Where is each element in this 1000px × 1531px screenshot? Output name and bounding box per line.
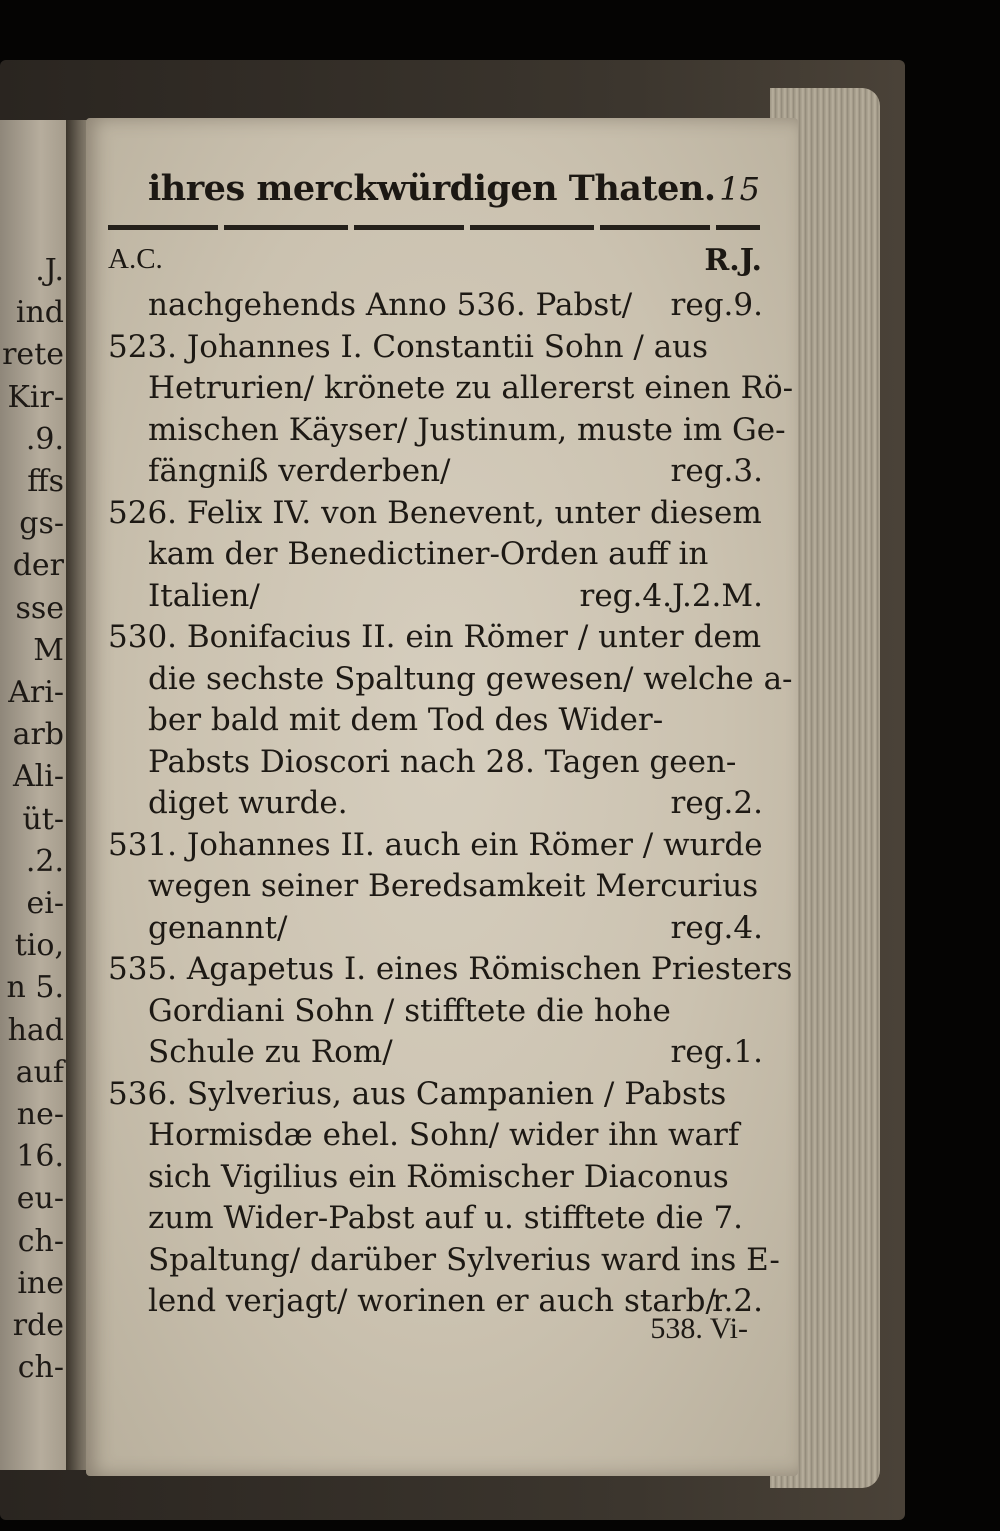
line-text: kam der Benedictiner-Orden auff in (148, 536, 709, 572)
line-text: zum Wider-Pabst auf u. stifftete die 7. (148, 1200, 744, 1236)
line-text: 535. Agapetus I. eines Römischen Priesters (108, 951, 793, 987)
line-text: 536. Sylverius, aus Campanien / Pabsts (108, 1075, 727, 1112)
line-text: Schule zu Rom/ (148, 1034, 393, 1070)
text-line (108, 742, 763, 784)
text-line (108, 949, 793, 991)
text-line (108, 1198, 763, 1240)
text-line (108, 866, 763, 908)
line-text: 531. Johannes II. auch ein Römer / wurde (108, 826, 763, 863)
left-page (0, 120, 68, 1470)
line-text: Spaltung/ darüber Sylverius ward ins E- (148, 1241, 780, 1278)
reign-note: reg.1. (670, 1034, 763, 1070)
text-line (108, 1240, 780, 1282)
line-text: Gordiani Sohn / stifftete die hohe (148, 992, 671, 1029)
line-text: fängniß verderben/ (148, 453, 451, 489)
reign-note: reg.4. (670, 909, 763, 946)
line-text: 526. Felix IV. von Benevent, unter diesem (108, 494, 762, 531)
line-text: wegen seiner Beredsamkeit Mercurius (148, 868, 759, 904)
text-line (108, 908, 763, 950)
text-line (108, 825, 763, 867)
reign-note: r.2. (712, 1283, 763, 1319)
reign-note: reg.4.J.2.M. (579, 577, 763, 614)
text-line (108, 1115, 763, 1157)
column-header-ac: A.C. (108, 243, 163, 275)
line-text: lend verjagt/ worinen er auch starb/ (148, 1283, 716, 1319)
header-rule (108, 225, 760, 230)
running-head (148, 168, 760, 218)
text-line (108, 368, 794, 410)
line-text: 530. Bonifacius II. ein Römer / unter dem (108, 619, 762, 655)
line-text: 523. Johannes I. Constantii Sohn / aus (108, 328, 709, 365)
catchword: 538. Vi- (650, 1312, 748, 1345)
text-line (108, 576, 763, 618)
line-text: Hetrurien/ krönete zu allererst einen Rö- (148, 370, 794, 406)
line-text: Hormisdæ ehel. Sohn/ wider ihn warf (148, 1117, 740, 1153)
text-line (108, 493, 763, 535)
line-text: Italien/ (148, 577, 260, 614)
line-text: ber bald mit dem Tod des Wider- (148, 702, 664, 738)
text-line (108, 700, 763, 742)
text-line (108, 1032, 763, 1074)
column-header-rj: R.J. (704, 243, 762, 278)
reign-note: reg.3. (670, 453, 763, 489)
text-line (108, 991, 763, 1033)
text-line (108, 659, 793, 701)
reign-note: reg.2. (670, 785, 763, 821)
text-line (108, 410, 786, 452)
text-line (108, 783, 763, 825)
line-text: nachgehends Anno 536. Pabst/ (148, 287, 633, 323)
line-text: sich Vigilius ein Römischer Diaconus (148, 1158, 729, 1195)
text-line (108, 451, 763, 493)
page-number: 15 (719, 170, 760, 208)
text-line (108, 285, 763, 327)
text-line (108, 1157, 763, 1199)
text-line (108, 534, 763, 576)
line-text: Pabsts Dioscori nach 28. Tagen geen- (148, 743, 737, 780)
text-body (108, 285, 794, 1323)
line-text: genannt/ (148, 909, 288, 946)
line-text: mischen Käyser/ Justinum, muste im Ge- (148, 411, 786, 448)
left-page-text: .J. ind rete Kir- .9. ffs gs- der sse M Ari- arb Ali- üt- .2. ei- tio, n 5. had auf ne- 16. eu- ch- ine rde ch- (2, 253, 64, 1386)
line-text: die sechste Spaltung gewesen/ welche a- (148, 660, 793, 697)
text-line (108, 617, 763, 659)
line-text: diget wurde. (148, 785, 348, 821)
running-title: ihres merckwürdigen Thaten. (148, 168, 716, 209)
text-line (108, 1074, 763, 1116)
reign-note: reg.9. (670, 287, 763, 323)
text-line (108, 327, 763, 369)
